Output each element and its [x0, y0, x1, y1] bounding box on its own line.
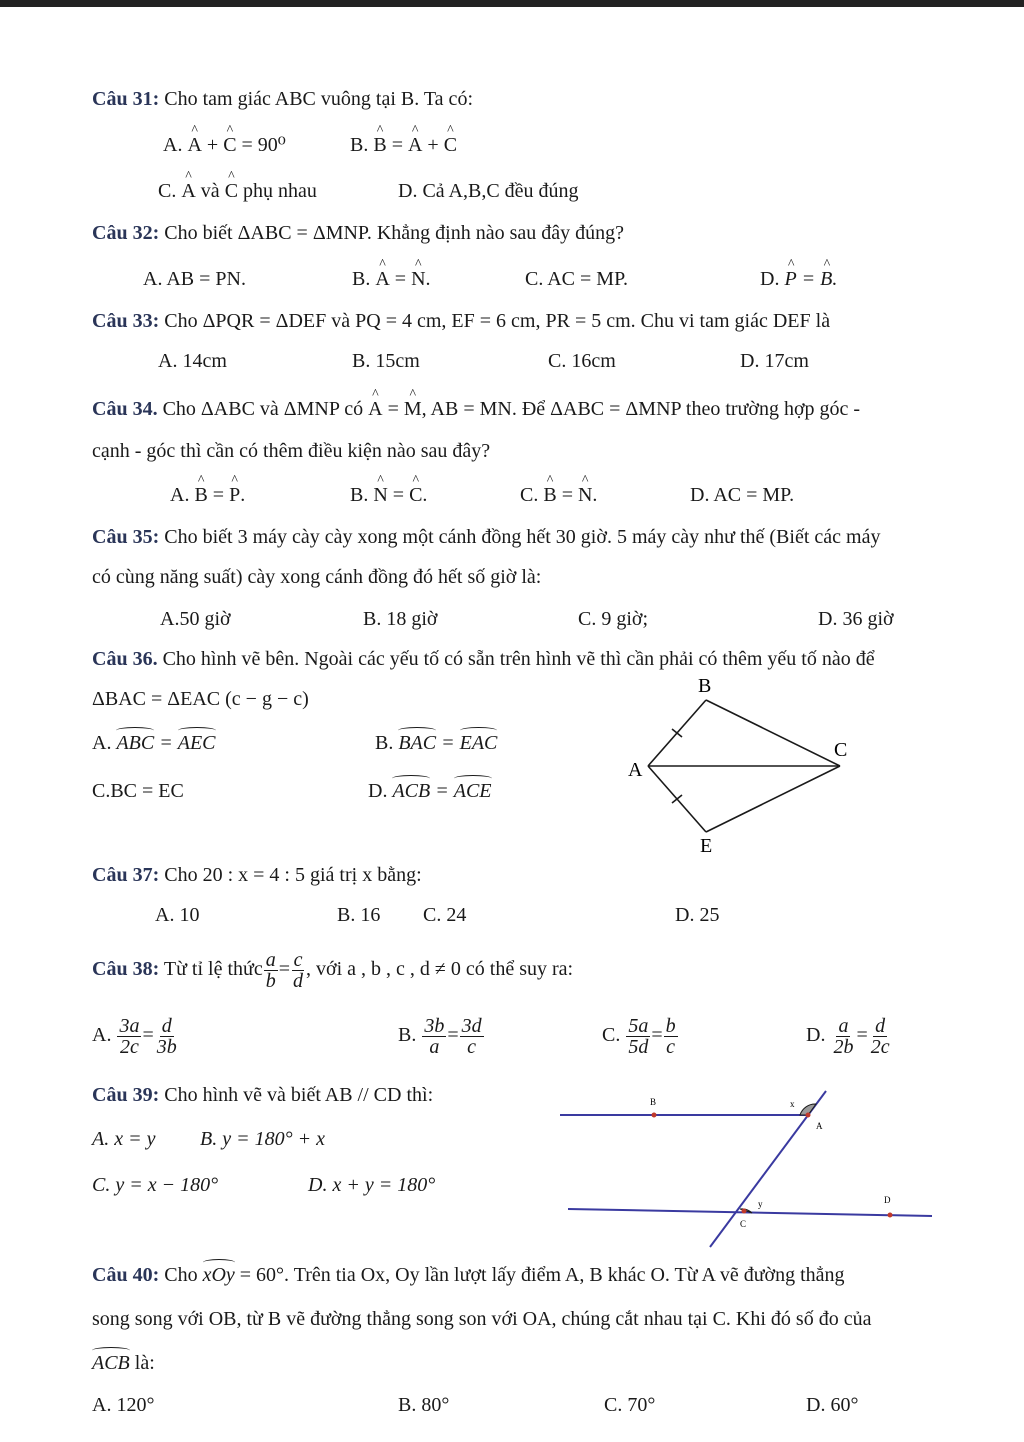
q33-option-b: B. 15cm	[352, 350, 420, 372]
q37-stem: Câu 37: Cho 20 : x = 4 : 5 giá trị x bằng:	[92, 864, 422, 886]
q35-stem: Câu 35: Cho biết 3 máy cày cày xong một cánh đồng hết 30 giờ. 5 máy cày như thế (Biết các máy	[92, 526, 881, 548]
q31-option-d: D. Cả A,B,C đều đúng	[398, 180, 579, 202]
q34-option-b: B. ^ N = ^ C.	[350, 482, 427, 508]
q31-option-c: C. ^ A và ^ C phụ nhau	[158, 178, 317, 204]
q37-option-d: D. 25	[675, 904, 720, 926]
q33-option-d: D. 17cm	[740, 350, 809, 372]
q36-segment-ec	[706, 766, 840, 832]
q40-stem-line2: song song với OB, từ B vẽ đường thẳng song son với OA, chúng cắt nhau tại C. Khi đó số đo của	[92, 1308, 872, 1330]
q38-stem: Câu 38: Từ tỉ lệ thức $\frac{a}{b}$ = $\frac{c}{d}$ , với a , b , c , d ≠ 0 có thể suy ra:	[92, 948, 574, 992]
q35-option-a: A.50 giờ	[160, 608, 231, 630]
q36-stem: Câu 36. Cho hình vẽ bên. Ngoài các yếu tố có sẵn trên hình vẽ thì cần phải có thêm yếu tố nào để	[92, 648, 875, 670]
q32-option-b: B. ^ A = ^ N.	[352, 266, 431, 292]
q34-option-a: A. ^ B = ^ P.	[170, 482, 245, 508]
q40-option-a: A. 120°	[92, 1394, 155, 1416]
q31-stem: Câu 31: Cho tam giác ABC vuông tại B. Ta có:	[92, 88, 473, 110]
q34-stem: Câu 34. Cho ΔABC và ΔMNP có ^ A = ^ M, AB = MN. Để ΔABC = ΔMNP theo trường hợp góc -	[92, 396, 860, 422]
q37-option-a: A. 10	[155, 904, 200, 926]
q36-segment-bc	[706, 700, 840, 766]
q40-option-b: B. 80°	[398, 1394, 450, 1416]
q39-point-a	[806, 1113, 811, 1118]
top-edge-bar	[0, 0, 1024, 7]
q36-stem-line2: ΔBAC = ΔEAC (c − g − c)	[92, 688, 309, 710]
q32-option-a: A. AB = PN.	[143, 268, 246, 290]
q34-stem-line2: cạnh - góc thì cần có thêm điều kiện nào sau đây?	[92, 440, 491, 462]
q36-label-e: E	[700, 835, 713, 857]
q32-stem: Câu 32: Cho biết ΔABC = ΔMNP. Khẳng định nào sau đây đúng?	[92, 222, 624, 244]
q31-option-a: A. ^ A + ^ C = 90⁰	[163, 132, 286, 158]
q31-option-b: B. ^ B = ^ A + ^ C	[350, 132, 457, 158]
q35-option-d: D. 36 giờ	[818, 608, 894, 630]
q36-option-b: B. BAC = EAC	[375, 732, 498, 754]
q39-option-d: D. x + y = 180°	[308, 1174, 436, 1196]
q39-point-d	[888, 1213, 893, 1218]
q39-label-y: y	[758, 1199, 763, 1209]
q38-option-d: D. $\frac{a}{2b}$ = $\frac{d}{2c}$	[806, 1014, 890, 1058]
q38-option-c: C. $\frac{5a}{5d}$ = $\frac{b}{c}$	[602, 1014, 676, 1058]
q38-fraction-a-b: $\frac{a}{b}$	[265, 948, 276, 992]
q33-stem: Câu 33: Cho ΔPQR = ΔDEF và PQ = 4 cm, EF = 6 cm, PR = 5 cm. Chu vi tam giác DEF là	[92, 310, 831, 332]
q40-option-d: D. 60°	[806, 1394, 859, 1416]
q36-option-d: D. ACB = ACE	[368, 780, 492, 802]
q39-point-c	[742, 1209, 747, 1214]
q38-fraction-c-d: $\frac{c}{d}$	[293, 948, 304, 992]
q35-option-b: B. 18 giờ	[363, 608, 438, 630]
q39-figure	[560, 1085, 940, 1255]
q39-point-b	[652, 1113, 657, 1118]
q39-option-a: A. x = y	[92, 1128, 156, 1150]
q39-stem: Câu 39: Cho hình vẽ và biết AB // CD thì:	[92, 1084, 434, 1106]
q40-option-c: C. 70°	[604, 1394, 656, 1416]
q39-option-b: B. y = 180° + x	[200, 1128, 325, 1150]
q36-label-b: B	[698, 675, 712, 697]
q39-label-b: B	[650, 1097, 657, 1107]
q39-label-c: C	[740, 1219, 747, 1229]
q32-option-c: C. AC = MP.	[525, 268, 628, 290]
q35-option-c: C. 9 giờ;	[578, 608, 649, 630]
q38-option-a: A. $\frac{3a}{2c}$ = $\frac{d}{3b}$	[92, 1014, 177, 1058]
q36-label-a: A	[628, 759, 643, 781]
q37-option-c: C. 24	[423, 904, 467, 926]
q40-stem: Câu 40: Cho xOy = 60°. Trên tia Ox, Oy lần lượt lấy điểm A, B khác O. Từ A vẽ đường thẳng	[92, 1264, 845, 1286]
q39-label-d: D	[884, 1195, 891, 1205]
q36-label-c: C	[834, 739, 848, 761]
q37-option-b: B. 16	[337, 904, 381, 926]
q39-label-a: A	[816, 1121, 823, 1131]
q32-option-d: D. ^ P = ^ B.	[760, 266, 837, 292]
q33-option-a: A. 14cm	[158, 350, 227, 372]
q34-option-c: C. ^ B = ^ N.	[520, 482, 597, 508]
q36-option-a: A. ABC = AEC	[92, 732, 216, 754]
q39-label-x: x	[790, 1099, 795, 1109]
q39-option-c: C. y = x − 180°	[92, 1174, 219, 1196]
q35-stem-line2: có cùng năng suất) cày xong cánh đồng đó hết số giờ là:	[92, 566, 542, 588]
q40-stem-line3: ACB là:	[92, 1352, 155, 1374]
q36-figure	[600, 670, 880, 860]
q38-option-b: B. $\frac{3b}{a}$ = $\frac{3d}{c}$	[398, 1014, 482, 1058]
q33-option-c: C. 16cm	[548, 350, 616, 372]
q36-option-c: C.BC = EC	[92, 780, 184, 802]
q34-option-d: D. AC = MP.	[690, 484, 795, 506]
